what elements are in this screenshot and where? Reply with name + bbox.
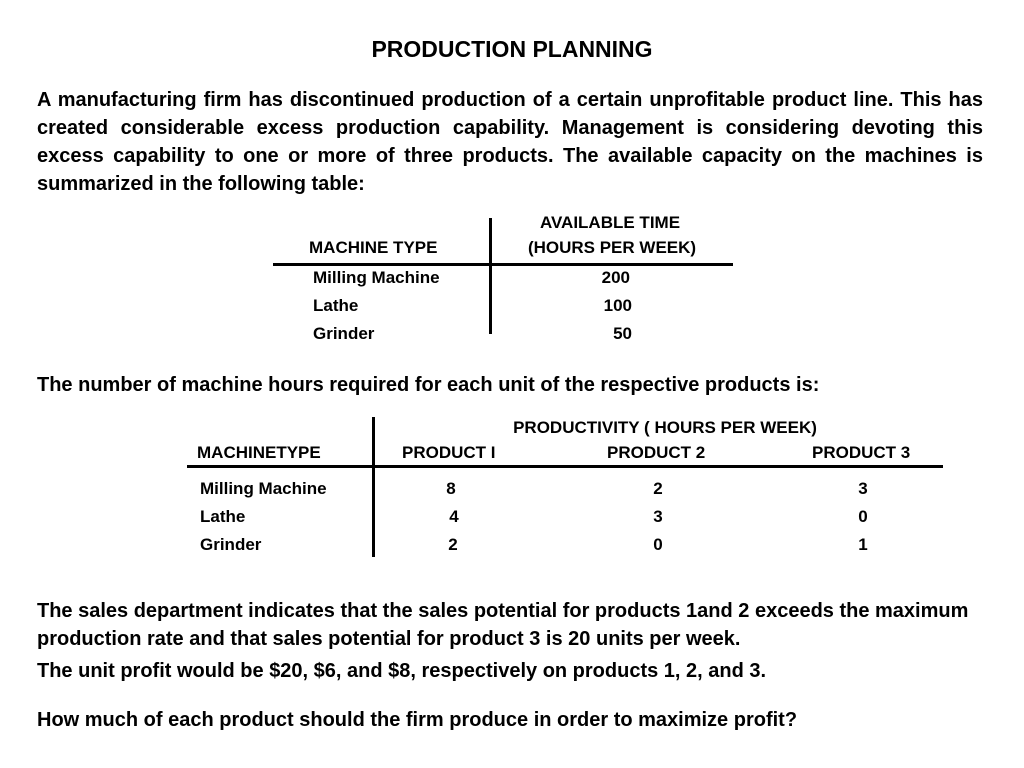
productivity-cell: 0 xyxy=(653,535,663,554)
capacity-row-hours: 100 xyxy=(603,296,632,315)
capacity-col-machine: MACHINE TYPE xyxy=(309,238,438,257)
productivity-col-machine: MACHINETYPE xyxy=(197,443,321,462)
capacity-header-rule xyxy=(273,263,733,266)
productivity-cell: 1 xyxy=(858,535,868,554)
capacity-col-time-line1: AVAILABLE TIME xyxy=(539,213,681,232)
page-title: PRODUCTION PLANNING xyxy=(371,36,653,62)
question-paragraph: How much of each product should the firm produce in order to maximize profit? xyxy=(37,709,798,731)
productivity-row-machine: Milling Machine xyxy=(200,479,327,498)
productivity-col-product: PRODUCT I xyxy=(402,443,496,462)
productivity-row-machine: Lathe xyxy=(200,507,246,526)
capacity-row-hours: 50 xyxy=(613,324,632,343)
capacity-row-machine: Lathe xyxy=(313,296,359,315)
productivity-col-product: PRODUCT 3 xyxy=(812,443,911,462)
productivity-cell: 0 xyxy=(858,507,868,526)
hours-intro-colon: : xyxy=(812,374,820,396)
productivity-cell: 8 xyxy=(446,479,456,498)
hours-intro-text: The number of machine hours required for each unit of the respective products is xyxy=(37,374,813,396)
productivity-row-machine: Grinder xyxy=(200,535,262,554)
capacity-row-machine: Grinder xyxy=(313,324,375,343)
productivity-cell: 4 xyxy=(449,507,459,526)
productivity-column-rule xyxy=(372,417,375,557)
productivity-group-header: PRODUCTIVITY ( HOURS PER WEEK) xyxy=(513,418,817,437)
productivity-cell: 3 xyxy=(653,507,663,526)
hours-intro-paragraph xyxy=(37,371,819,399)
capacity-col-time-line2: (HOURS PER WEEK) xyxy=(527,238,697,257)
sales-paragraph: The sales department indicates that the sales potential for products 1and 2 exceeds the maximum production rate and that sales potential for product 3 is 20 units per week. xyxy=(37,600,969,650)
productivity-cell: 2 xyxy=(653,479,663,498)
intro-paragraph: A manufacturing firm has discontinued production of a certain unprofitable product line. This has created considerable excess production capability. Management is considering devoting this excess capability to one or more of three products. The available capacity on the machines is summarized in the following table: xyxy=(37,89,983,195)
productivity-cell: 2 xyxy=(448,535,458,554)
capacity-row-machine: Milling Machine xyxy=(313,268,440,287)
capacity-column-rule xyxy=(489,218,492,334)
productivity-header-rule xyxy=(187,465,943,468)
capacity-row-hours: 200 xyxy=(601,268,630,287)
productivity-col-product: PRODUCT 2 xyxy=(607,443,706,462)
productivity-cell: 3 xyxy=(858,479,868,498)
profit-paragraph: The unit profit would be $20, $6, and $8, respectively on products 1, 2, and 3. xyxy=(37,660,767,682)
